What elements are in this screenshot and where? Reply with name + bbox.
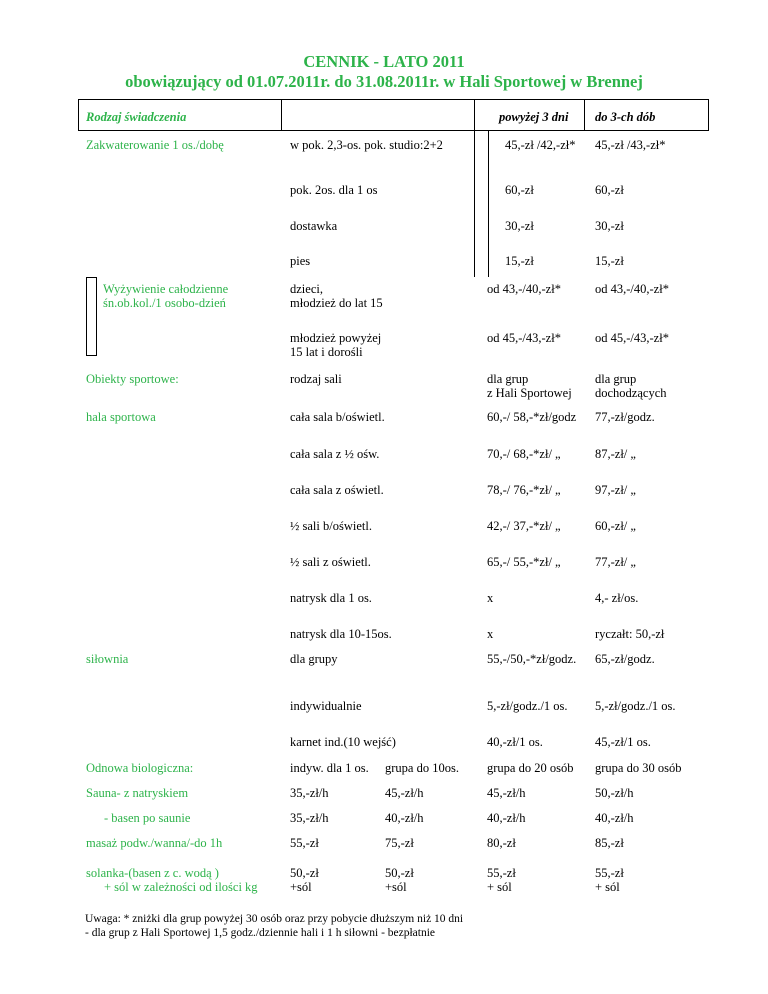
salt-bath-price: 50,-zł [385,866,414,880]
accommodation-price: 45,-zł /43,-zł* [595,138,666,152]
page-subtitle: obowiązujący od 01.07.2011r. do 31.08.2011r. w Hali Sportowej w Brennej [125,72,643,91]
wellness-price: grupa do 10os. [385,761,459,775]
gym-desc: dla grupy [290,652,338,666]
accommodation-desc: w pok. 2,3-os. pok. studio:2+2 [290,138,443,152]
salt-bath-price: +sól [290,880,312,894]
table-border-right [708,99,709,131]
food-desc: 15 lat i dorośli [290,345,363,359]
hall-price: x [487,591,494,605]
salt-bath-price: + sól [487,880,512,894]
gym-price: 65,-zł/godz. [595,652,655,666]
gym-price: 5,-zł/godz./1 os. [595,699,676,713]
salt-bath-price: 55,-zł [487,866,516,880]
accommodation-price: 30,-zł [505,219,534,233]
footnote-discount: Uwaga: * zniżki dla grup powyżej 30 osób oraz przy pobycie dłuższym niż 10 dni [85,913,464,925]
wellness-price: grupa do 20 osób [487,761,574,775]
sports-group-header: dochodzących [595,386,667,400]
wellness-label: masaż podw./wanna/-do 1h [86,836,223,850]
wellness-price: 80,-zł [487,836,516,850]
sports-group-header: dla grup [595,372,637,386]
hall-price: 60,-/ 58,-*zł/godz [487,410,577,424]
hall-price: x [487,627,494,641]
footnote-free-use: - dla grup z Hali Sportowej 1,5 godz./dziennie hali i 1 h siłowni - bezpłatnie [85,927,436,939]
food-label: śn.ob.kol./1 osobo-dzień [103,296,226,310]
accommodation-desc: dostawka [290,219,338,233]
hall-price: 65,-/ 55,-*zł/ „ [487,555,561,569]
header-divider-3 [584,99,585,131]
sports-desc: rodzaj sali [290,372,342,386]
hall-desc: cała sala b/oświetl. [290,410,385,424]
wellness-price: 45,-zł/h [487,786,526,800]
header-divider-1 [281,99,282,131]
accommodation-price: 15,-zł [595,254,624,268]
wellness-price: 50,-zł/h [595,786,634,800]
wellness-price: grupa do 30 osób [595,761,682,775]
hall-price: 77,-zł/godz. [595,410,655,424]
food-desc: dzieci, [290,282,323,296]
food-label: Wyżywienie całodzienne [103,282,229,296]
wellness-price: 85,-zł [595,836,624,850]
accommodation-price: 30,-zł [595,219,624,233]
table-border-top [78,99,709,100]
gym-desc: indywidualnie [290,699,362,713]
hall-label: hala sportowa [86,410,156,424]
gym-price: 55,-/50,-*zł/godz. [487,652,577,666]
hall-price: 42,-/ 37,-*zł/ „ [487,519,561,533]
page-title: CENNIK - LATO 2011 [303,52,465,71]
hall-desc: ½ sali z oświetl. [290,555,371,569]
salt-bath-price: +sól [385,880,407,894]
hall-desc: cała sala z ½ ośw. [290,447,380,461]
wellness-label: Odnowa biologiczna: [86,761,194,775]
salt-bath-label: + sól w zależności od ilości kg [104,880,258,894]
salt-bath-price: + sól [595,880,620,894]
header-over-3-days: powyżej 3 dni [499,110,569,124]
sports-label: Obiekty sportowe: [86,372,179,386]
food-box-bottom [86,355,97,356]
hall-price: 60,-zł/ „ [595,519,636,533]
accommodation-price: 60,-zł [505,183,534,197]
wellness-label: Sauna- z natryskiem [86,786,189,800]
hall-desc: natrysk dla 1 os. [290,591,372,605]
hall-price: 87,-zł/ „ [595,447,636,461]
food-price: od 43,-/40,-zł* [595,282,669,296]
table-border-left [78,99,79,131]
accommodation-desc: pies [290,254,311,268]
food-price: od 43,-/40,-zł* [487,282,561,296]
wellness-price: 35,-zł/h [290,811,329,825]
hall-desc: ½ sali b/oświetl. [290,519,372,533]
salt-bath-price: 55,-zł [595,866,624,880]
sports-group-header: dla grup [487,372,529,386]
wellness-price: 40,-zł/h [385,811,424,825]
gym-price: 5,-zł/godz./1 os. [487,699,568,713]
hall-price: 4,- zł/os. [595,591,639,605]
food-box-left [86,277,87,356]
salt-bath-label: solanka-(basen z c. wodą ) [86,866,219,880]
gym-price: 40,-zł/1 os. [487,735,543,749]
hall-price: ryczałt: 50,-zł [595,627,665,641]
hall-price: 78,-/ 76,-*zł/ „ [487,483,561,497]
gym-price: 45,-zł/1 os. [595,735,651,749]
accommodation-divider-right [488,130,489,277]
accommodation-price: 15,-zł [505,254,534,268]
food-price: od 45,-/43,-zł* [487,331,561,345]
wellness-label: - basen po saunie [104,811,191,825]
food-box-top [86,277,97,278]
header-up-to-3-days: do 3-ch dób [595,110,656,124]
wellness-price: 75,-zł [385,836,414,850]
salt-bath-price: 50,-zł [290,866,319,880]
wellness-price: 45,-zł/h [385,786,424,800]
accommodation-desc: pok. 2os. dla 1 os [290,183,378,197]
food-desc: młodzież powyżej [290,331,382,345]
wellness-price: 40,-zł/h [595,811,634,825]
hall-price: 97,-zł/ „ [595,483,636,497]
food-price: od 45,-/43,-zł* [595,331,669,345]
header-service-type: Rodzaj świadczenia [86,110,187,124]
sports-group-header: z Hali Sportowej [487,386,572,400]
food-box-right [96,277,97,356]
wellness-price: indyw. dla 1 os. [290,761,369,775]
accommodation-label: Zakwaterowanie 1 os./dobę [86,138,224,152]
accommodation-price: 60,-zł [595,183,624,197]
hall-desc: natrysk dla 10-15os. [290,627,392,641]
hall-desc: cała sala z oświetl. [290,483,384,497]
header-divider-2 [474,99,475,131]
header-separator [78,130,709,131]
food-desc: młodzież do lat 15 [290,296,383,310]
wellness-price: 55,-zł [290,836,319,850]
accommodation-divider-left [474,130,475,277]
accommodation-price: 45,-zł /42,-zł* [505,138,576,152]
wellness-price: 40,-zł/h [487,811,526,825]
wellness-price: 35,-zł/h [290,786,329,800]
hall-price: 70,-/ 68,-*zł/ „ [487,447,561,461]
gym-desc: karnet ind.(10 wejść) [290,735,396,749]
gym-label: siłownia [86,652,129,666]
hall-price: 77,-zł/ „ [595,555,636,569]
